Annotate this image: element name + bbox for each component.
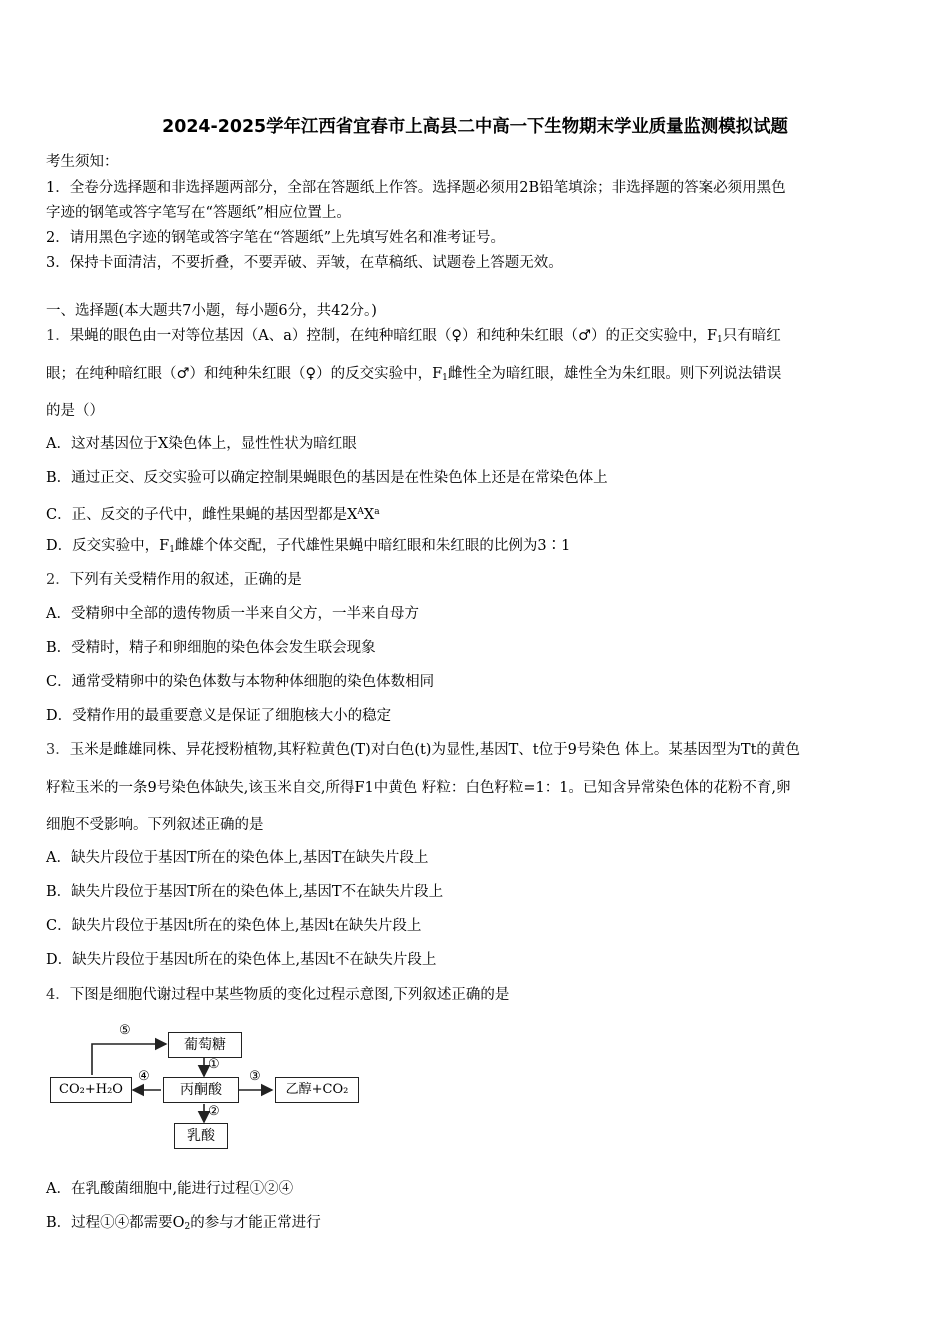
box-co2-h2o: CO₂+H₂O (50, 1077, 132, 1103)
q1-line-3: 的是（） (46, 403, 104, 419)
box-lactic-acid: 乳酸 (174, 1123, 228, 1149)
q1-option-d-text-b: 雌雄个体交配，子代雄性果蝇中暗红眼和朱红眼的比例为3∶1 (174, 538, 571, 554)
notice-item-1b: 字迹的钢笔或答字笔写在“答题纸”相应位置上。 (46, 205, 351, 221)
metabolism-diagram (46, 1018, 366, 1152)
q2-number: 2． (46, 572, 70, 588)
q1-text-2a: 眼；在纯种暗红眼（♂）和纯种朱红眼（♀）的反交实验中，F (46, 366, 443, 382)
q1-line-1 (46, 326, 781, 350)
box-glucose: 葡萄糖 (168, 1032, 242, 1058)
arrow-process-5 (92, 1044, 166, 1075)
q4-option-b-sub: 2 (184, 1222, 191, 1232)
page-title: 2024-2025学年江西省宜春市上高县二中高一下生物期末学业质量监测模拟试题 (162, 117, 788, 137)
q1-text-1b: 只有暗红 (722, 328, 781, 344)
q3-line-2: 籽粒玉米的一条9号染色体缺失,该玉米自交,所得F1中黄色 籽粒：白色籽粒=1：1。已知含异常染色体的花粉不育,卵 (46, 780, 791, 796)
q1-number: 1． (46, 328, 70, 344)
notice-item-3: 3．保持卡面清洁，不要折叠，不要弄破、弄皱，在草稿纸、试题卷上答题无效。 (46, 255, 563, 271)
label-process-3: ③ (249, 1069, 261, 1084)
q1-line-2 (46, 364, 781, 388)
q1-sub-1: 1 (717, 335, 723, 345)
q3-number: 3． (46, 742, 70, 758)
q4-number: 4． (46, 987, 70, 1003)
q2-stem (46, 570, 302, 590)
q1-option-d-text-a: D．反交实验中，F (46, 538, 170, 554)
q1-option-a: A．这对基因位于X染色体上，显性性状为暗红眼 (46, 436, 357, 452)
q2-option-a: A．受精卵中全部的遗传物质一半来自父方，一半来自母方 (46, 606, 419, 622)
q4-stem-text: 下图是细胞代谢过程中某些物质的变化过程示意图,下列叙述正确的是 (69, 987, 510, 1003)
q4-option-a: A．在乳酸菌细胞中,能进行过程①②④ (46, 1181, 294, 1197)
q1-option-c-x: X (363, 507, 375, 523)
q4-option-b-text-a: B．过程①④都需要O (46, 1215, 185, 1231)
q1-option-c-text: C．正、反交的子代中，雌性果蝇的基因型都是X (46, 507, 358, 523)
notice-heading: 考生须知： (46, 154, 119, 170)
q2-option-b: B．受精时，精子和卵细胞的染色体会发生联会现象 (46, 640, 376, 656)
box-pyruvate: 丙酮酸 (163, 1077, 239, 1103)
q3-option-c: C．缺失片段位于基因t所在的染色体上,基因t在缺失片段上 (46, 918, 422, 934)
q1-option-b: B．通过正交、反交实验可以确定控制果蝇眼色的基因是在性染色体上还是在常染色体上 (46, 470, 608, 486)
box-ethanol-co2: 乙醇+CO₂ (275, 1077, 359, 1103)
q1-option-c (46, 502, 380, 525)
q1-option-d (46, 536, 570, 560)
q1-text-1a: 果蝇的眼色由一对等位基因（A、a）控制，在纯种暗红眼（♀）和纯种朱红眼（♂）的正交实验中，F (69, 328, 718, 344)
q3-option-d: D．缺失片段位于基因t所在的染色体上,基因t不在缺失片段上 (46, 952, 437, 968)
q1-option-c-sup-a: A (357, 507, 364, 517)
q1-option-c-sup-b: a (374, 507, 380, 517)
section-heading: 一、选择题(本大题共7小题，每小题6分，共42分。) (46, 303, 377, 319)
q3-line-1 (46, 740, 800, 760)
notice-item-1a: 1．全卷分选择题和非选择题两部分，全部在答题纸上作答。选择题必须用2B铅笔填涂；非选择题的答案必须用黑色 (46, 180, 786, 196)
q4-option-b (46, 1213, 321, 1237)
q1-sub-2: 1 (442, 373, 448, 383)
label-process-1: ① (208, 1057, 220, 1072)
q3-option-a: A．缺失片段位于基因T所在的染色体上,基因T在缺失片段上 (46, 850, 429, 866)
q2-stem-text: 下列有关受精作用的叙述，正确的是 (69, 572, 302, 588)
q2-option-d: D．受精作用的最重要意义是保证了细胞核大小的稳定 (46, 708, 392, 724)
label-process-4: ④ (138, 1069, 150, 1084)
q4-stem (46, 985, 509, 1005)
q3-text-1: 玉米是雌雄同株、异花授粉植物,其籽粒黄色(T)对白色(t)为显性,基因T、t位于9号染色 体上。某基因型为Tt的黄色 (69, 742, 800, 758)
q1-text-2b: 雌性全为暗红眼，雄性全为朱红眼。则下列说法错误 (447, 366, 782, 382)
q3-line-3: 细胞不受影响。下列叙述正确的是 (46, 817, 264, 833)
q1-option-d-sub: 1 (169, 545, 175, 555)
q2-option-c: C．通常受精卵中的染色体数与本物种体细胞的染色体数相同 (46, 674, 435, 690)
label-process-5: ⑤ (119, 1023, 131, 1038)
q3-option-b: B．缺失片段位于基因T所在的染色体上,基因T不在缺失片段上 (46, 884, 444, 900)
q4-option-b-text-b: 的参与才能正常进行 (190, 1215, 321, 1231)
notice-item-2: 2．请用黑色字迹的钢笔或答字笔在“答题纸”上先填写姓名和准考证号。 (46, 230, 506, 246)
label-process-2: ② (208, 1104, 220, 1119)
